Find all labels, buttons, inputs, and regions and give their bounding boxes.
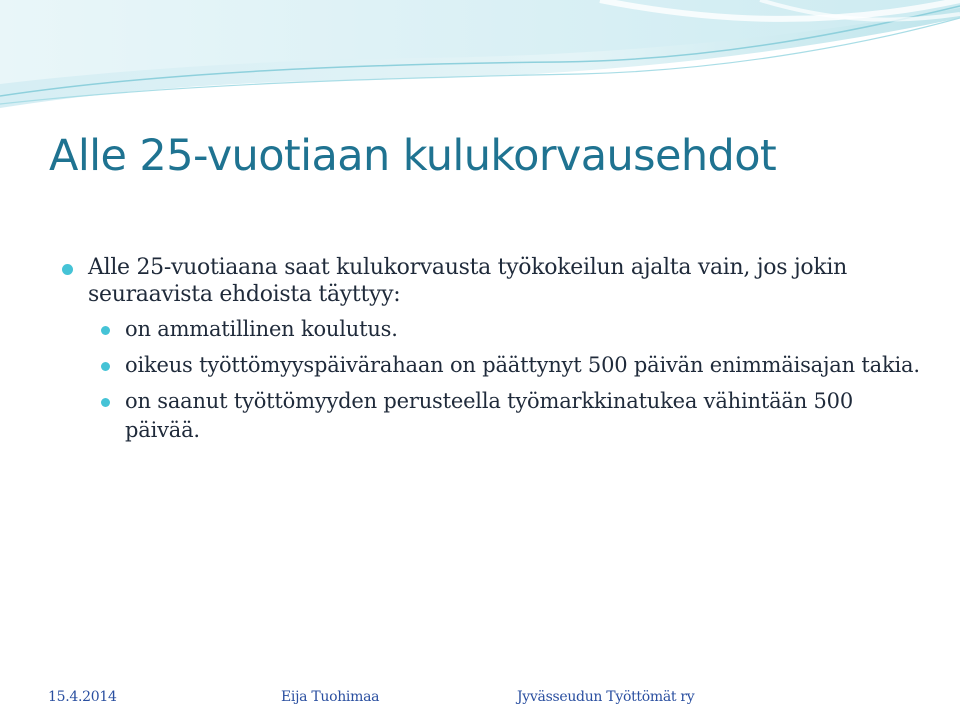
footer-author: Eija Tuohimaa <box>281 689 380 705</box>
sub-bullet-text: oikeus työttömyyspäivärahaan on päättynyt 500 päivän enimmäisajan takia. <box>125 353 920 377</box>
main-bullet-text: Alle 25-vuotiaana saat kulukorvausta työkokeilun ajalta vain, jos jokin seuraavista ehdoista täyttyy: <box>88 255 848 307</box>
slide-content <box>0 254 960 445</box>
footer-organization: Jyvässeudun Työttömät ry <box>517 689 695 705</box>
sub-bullet-1 <box>125 315 925 344</box>
bullet-dot-icon <box>101 362 110 371</box>
footer-date: 15.4.2014 <box>48 689 117 705</box>
sub-bullet-text: on saanut työttömyyden perusteella työmarkkinatukea vähintään 500 päivää. <box>125 389 853 442</box>
bullet-dot-icon <box>101 326 110 335</box>
sub-bullet-3 <box>125 387 925 445</box>
sub-bullet-2 <box>125 351 925 380</box>
bullet-dot-icon <box>62 264 73 275</box>
decorative-waves <box>0 0 960 110</box>
bullet-dot-icon <box>101 398 110 407</box>
main-bullet <box>88 254 888 308</box>
sub-bullet-text: on ammatillinen koulutus. <box>125 317 398 341</box>
slide-title: Alle 25-vuotiaan kulukorvausehdot <box>49 131 777 181</box>
